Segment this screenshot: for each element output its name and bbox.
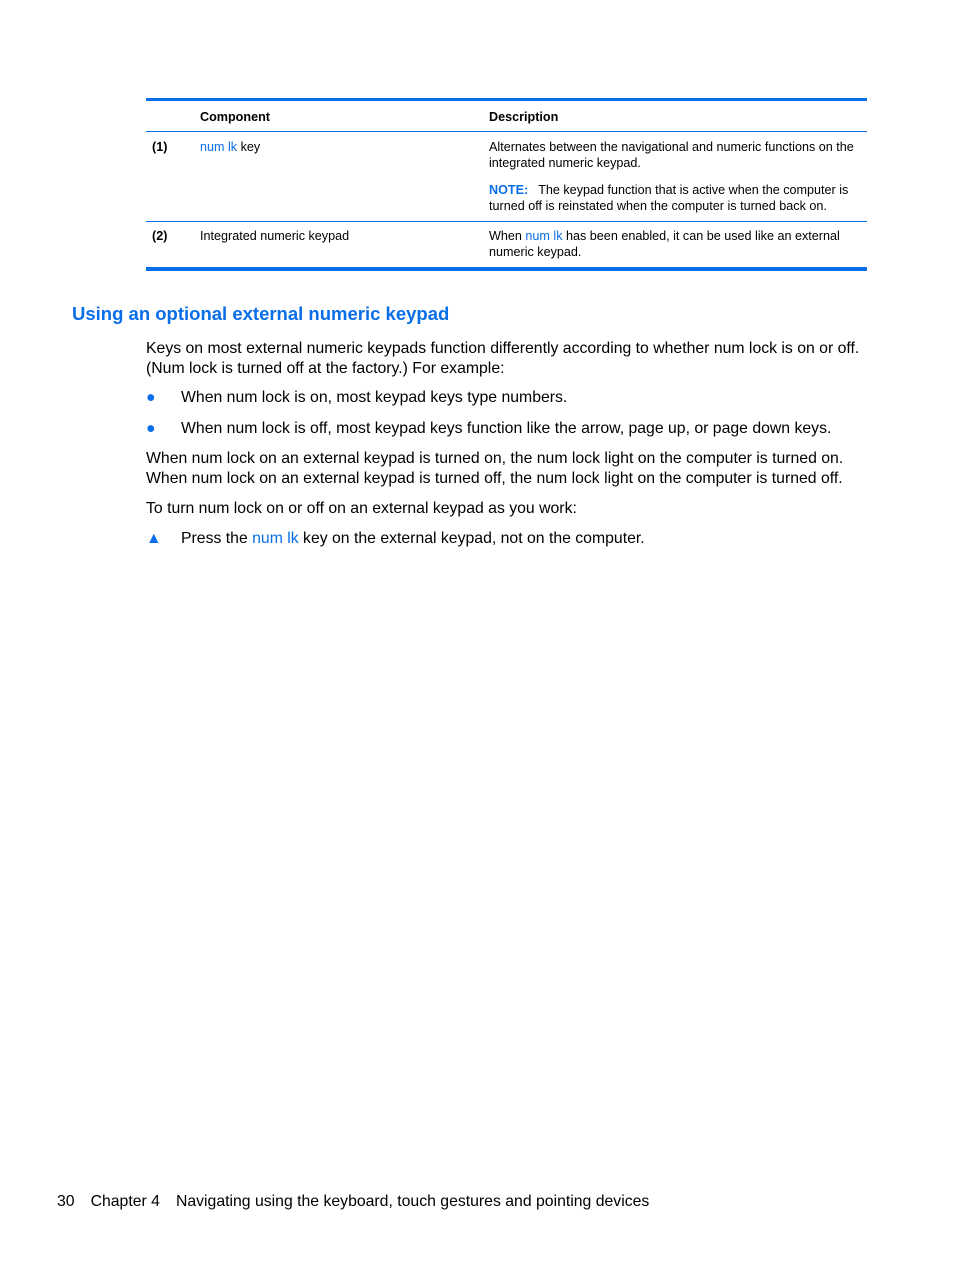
list-item [146, 388, 567, 408]
section-heading: Using an optional external numeric keypad [72, 303, 450, 324]
num-lk-link[interactable]: num lk [525, 229, 563, 243]
desc-pre: When [489, 229, 526, 243]
list-item-text: When num lock is on, most keypad keys type numbers. [181, 389, 568, 406]
row-description [482, 222, 867, 267]
component-text: key [237, 140, 261, 154]
page-number: 30 [57, 1193, 75, 1210]
row-component: Integrated numeric keypad [200, 229, 350, 243]
description-text: Alternates between the navigational and numeric functions on the integrated numeric keypad. [489, 140, 854, 170]
row-number: (1) [152, 140, 168, 154]
note-label: NOTE: [489, 183, 529, 197]
component-table [146, 98, 867, 271]
step-post: key on the external keypad, not on the computer. [298, 530, 645, 547]
bullet-icon: ● [146, 389, 156, 406]
intro-paragraph: Keys on most external numeric keypads function differently according to whether num lock is on or off. (Num lock is turned off at the factory.) For example: [146, 340, 860, 377]
note-text: The keypad function that is active when the computer is turned off is reinstated when the computer is turned back on. [489, 183, 849, 213]
page-footer [57, 1192, 665, 1211]
num-lk-link[interactable]: num lk [200, 140, 238, 154]
table-row [146, 132, 867, 222]
row-number: (2) [152, 229, 168, 243]
desc-post: has been enabled, it can be used like an external numeric keypad. [489, 229, 840, 259]
list-item-text: When num lock is off, most keypad keys function like the arrow, page up, or page down keys. [181, 420, 832, 437]
bullet-icon: ● [146, 420, 156, 437]
paragraph: To turn num lock on or off on an external keypad as you work: [146, 500, 577, 517]
header-component: Component [200, 110, 270, 124]
step-item [146, 529, 645, 549]
header-num [146, 101, 194, 131]
triangle-icon: ▲ [146, 530, 162, 547]
row-description [482, 132, 867, 221]
chapter-label: Chapter 4 [90, 1193, 160, 1210]
num-lk-link[interactable]: num lk [252, 530, 299, 547]
step-text [181, 529, 645, 549]
header-description: Description [489, 110, 559, 124]
row-component [194, 132, 482, 221]
paragraph: When num lock on an external keypad is turned on, the num lock light on the computer is turned on. When num lock on an external keypad is turned off, the num lock light on the computer is turned off. [146, 450, 844, 487]
list-item [146, 419, 831, 439]
chapter-title: Navigating using the keyboard, touch gestures and pointing devices [175, 1193, 650, 1210]
note [489, 182, 863, 214]
table-header [146, 101, 867, 132]
table-row [146, 222, 867, 271]
step-pre: Press the [181, 530, 253, 547]
